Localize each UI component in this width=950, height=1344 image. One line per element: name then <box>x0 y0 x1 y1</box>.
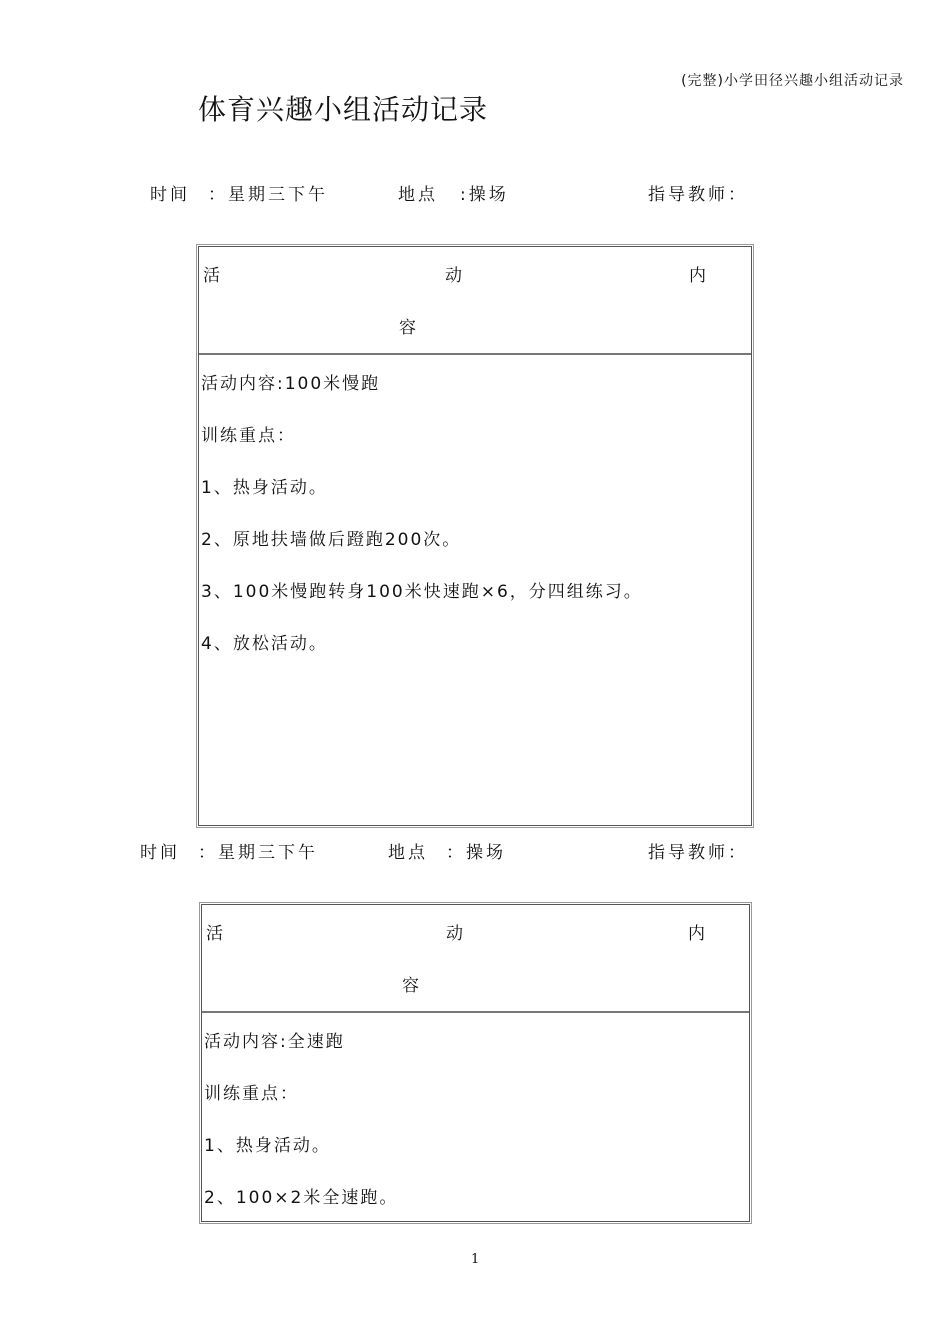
content-line: 1、热身活动。 <box>204 1136 331 1156</box>
activity-table <box>201 904 750 1222</box>
activity-table <box>198 246 752 826</box>
content-line: 3、100米慢跑转身100米快速跑×6，分四组练习。 <box>201 582 643 602</box>
time-value: ：星期三下午 <box>208 185 328 205</box>
header-char: 活 <box>203 266 220 286</box>
header-char: 动 <box>446 924 463 944</box>
page-number: 1 <box>471 1252 480 1267</box>
content-line: 2、原地扶墙做后蹬跑200次。 <box>201 530 462 550</box>
content-line: 训练重点： <box>204 1084 299 1104</box>
content-line: 2、100×2米全速跑。 <box>204 1188 399 1208</box>
time-label: 时间 <box>140 843 180 863</box>
header-char: 活 <box>206 924 223 944</box>
teacher-label: 指导教师： <box>648 843 748 863</box>
content-line: 活动内容:100米慢跑 <box>201 374 381 394</box>
table-header <box>202 905 749 1013</box>
document-title: 体育兴趣小组活动记录 <box>198 93 489 126</box>
place-value: ：操场 <box>446 843 506 863</box>
header-char: 容 <box>402 976 419 996</box>
place-label: 地点 <box>398 185 438 205</box>
header-char: 内 <box>689 266 706 286</box>
time-value: ：星期三下午 <box>198 843 318 863</box>
header-char: 容 <box>399 318 416 338</box>
content-line: 1、热身活动。 <box>201 478 328 498</box>
header-char: 内 <box>688 924 705 944</box>
table-header <box>199 247 751 355</box>
running-header: (完整)小学田径兴趣小组活动记录 <box>681 73 904 89</box>
teacher-label: 指导教师： <box>648 185 748 205</box>
time-label: 时间 <box>150 185 190 205</box>
place-value: :操场 <box>460 185 509 205</box>
place-label: 地点 <box>388 843 428 863</box>
content-line: 4、放松活动。 <box>201 634 328 654</box>
header-char: 动 <box>445 266 462 286</box>
content-line: 训练重点： <box>201 426 296 446</box>
content-line: 活动内容:全速跑 <box>204 1032 345 1052</box>
